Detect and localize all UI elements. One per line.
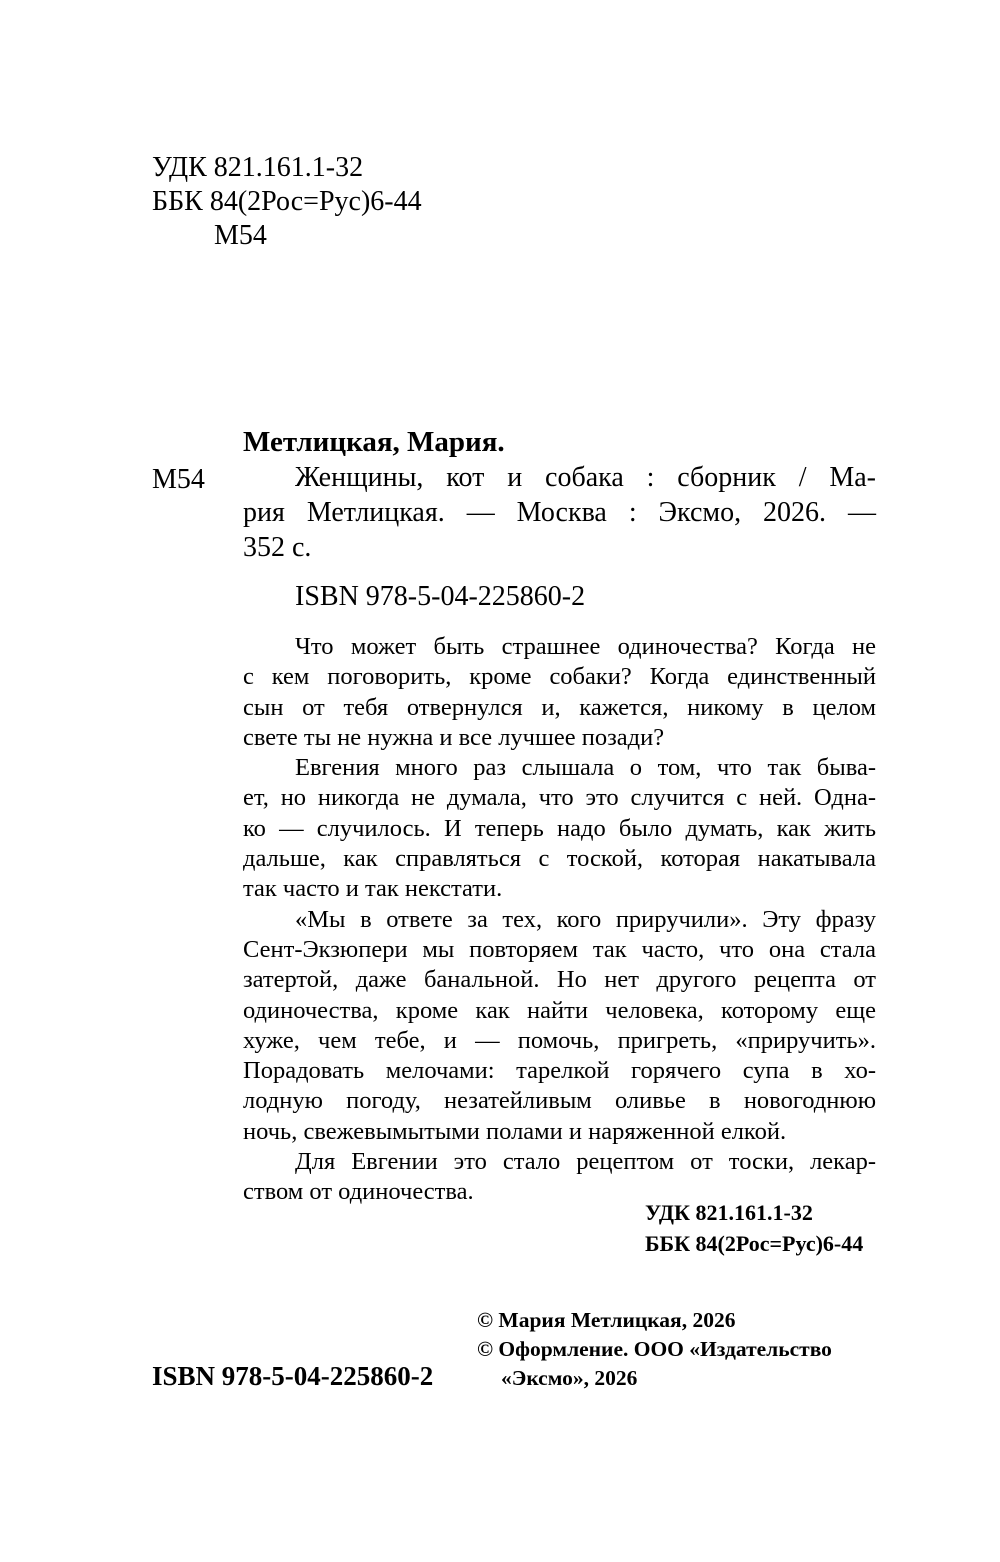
author-heading: Метлицкая, Мария.: [243, 426, 505, 458]
bib-line: рия Метлицкая. — Москва : Эксмо, 2026. —: [243, 497, 876, 528]
annotation-line: сын от тебя отвернулся и, кажется, никому в целом: [243, 693, 876, 721]
bibliographic-description: [243, 460, 876, 565]
bbk-code: ББК 84(2Рос=Рус)6-44: [645, 1231, 864, 1256]
copyright-notice: [477, 1306, 832, 1393]
annotation-line: Евгения много раз слышала о том, что так быва-: [295, 754, 876, 782]
annotation-line: ет, но никогда не думала, что это случится с ней. Одна-: [243, 784, 876, 812]
annotation-line: так часто и так некстати.: [243, 875, 503, 903]
author-sign: М54: [214, 220, 267, 251]
annotation-line: ством от одиночества.: [243, 1178, 474, 1206]
isbn-entry: ISBN 978-5-04-225860-2: [295, 581, 586, 612]
annotation-line: хуже, чем тебе, и — помочь, пригреть, «приручить».: [243, 1026, 876, 1054]
isbn-footer: ISBN 978-5-04-225860-2: [152, 1361, 434, 1391]
annotation-line: Порадовать мелочами: тарелкой горячего супа в хо-: [243, 1057, 876, 1085]
annotation-line: Что может быть страшнее одиночества? Когда не: [295, 633, 876, 660]
annotation-line: «Мы в ответе за тех, кого приручили». Эту фразу: [295, 905, 876, 933]
udk-code: УДК 821.161.1-32: [152, 152, 364, 183]
annotation-line: дальше, как справляться с тоской, которая накатывала: [243, 845, 876, 873]
annotation-line: с кем поговорить, кроме собаки? Когда единственный: [243, 663, 876, 691]
catalog-codes-top: [152, 151, 422, 253]
bib-line: Женщины, кот и собака : сборник / Ма-: [295, 462, 876, 493]
annotation-line: одиночества, кроме как найти человека, которому еще: [243, 996, 876, 1024]
annotation-line: Сент-Экзюпери мы повторяем так часто, что она стала: [243, 935, 876, 963]
annotation-line: Для Евгении это стало рецептом от тоски, лекар-: [295, 1148, 876, 1176]
annotation-line: ночь, свежевымытыми полами и наряженной елкой.: [243, 1117, 787, 1145]
copyright-line: «Эксмо», 2026: [501, 1366, 638, 1390]
annotation-line: свете ты не нужна и все лучшее позади?: [243, 723, 665, 751]
copyright-line: © Мария Метлицкая, 2026: [477, 1308, 736, 1332]
udk-code: УДК 821.161.1-32: [645, 1200, 813, 1225]
catalog-codes-bottom: [645, 1197, 863, 1259]
copyright-line: © Оформление. ООО «Издательство: [477, 1337, 832, 1361]
bbk-code: ББК 84(2Рос=Рус)6-44: [152, 186, 422, 217]
bib-line: 352 с.: [243, 532, 312, 563]
annotation-line: затертой, даже банальной. Но нет другого рецепта от: [243, 966, 876, 994]
author-sign-entry: М54: [152, 464, 205, 495]
annotation-line: лодную погоду, незатейливым оливье в новогоднюю: [243, 1087, 876, 1115]
annotation-line: ко — случилось. И теперь надо было думать, как жить: [243, 814, 876, 842]
annotation: [243, 632, 876, 1208]
